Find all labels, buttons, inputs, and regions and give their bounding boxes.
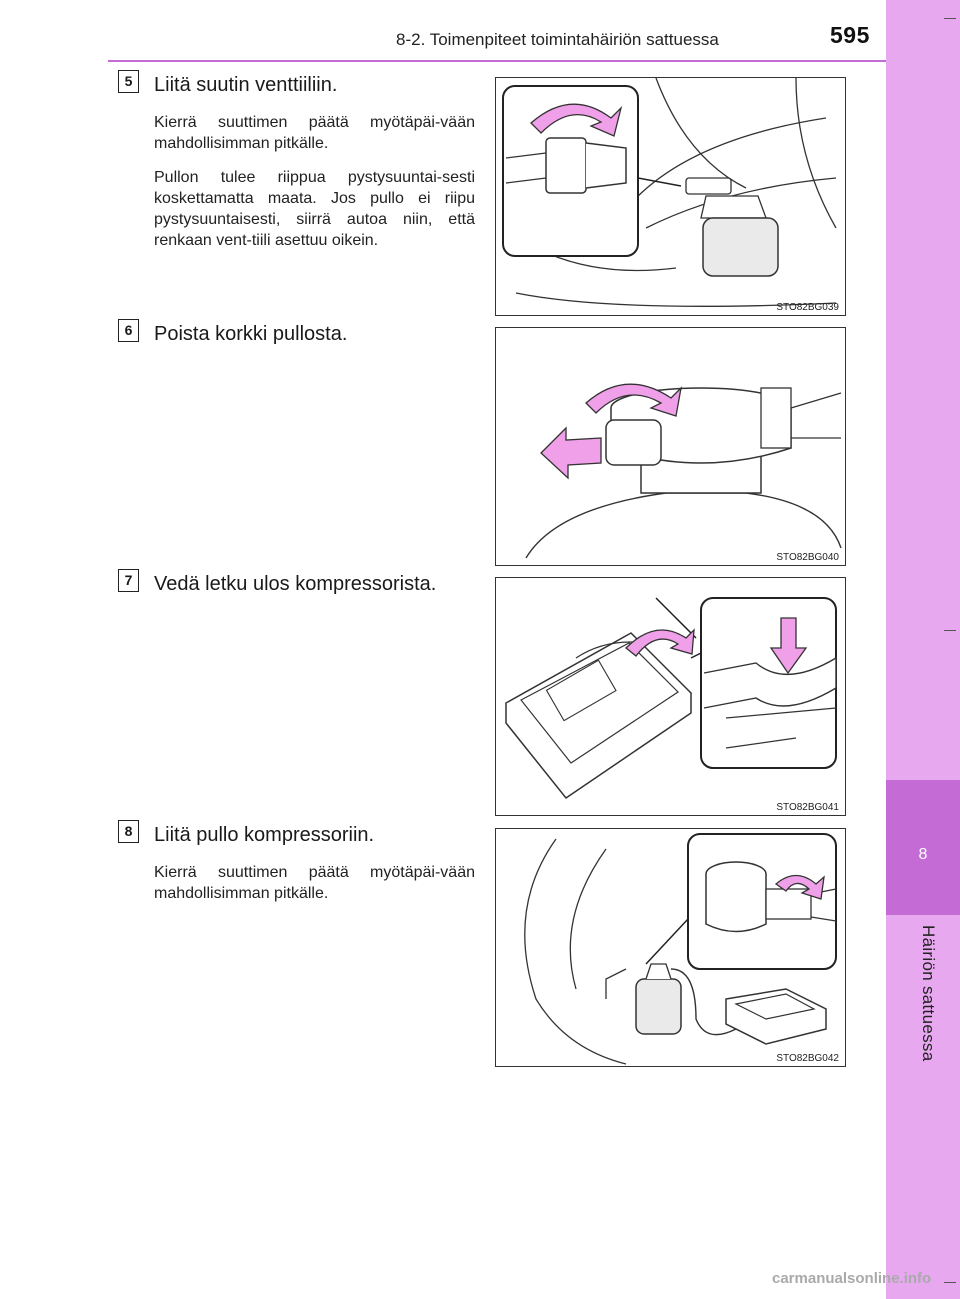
step-heading: Poista korkki pullosta. bbox=[154, 323, 348, 345]
step-number-badge: 8 bbox=[118, 820, 139, 843]
page-number: 595 bbox=[830, 22, 870, 48]
chapter-sidebar bbox=[886, 0, 960, 1299]
step-number-badge: 6 bbox=[118, 319, 139, 342]
figure-code: STO82BG041 bbox=[776, 802, 839, 813]
illustration-remove-bottle-cap bbox=[495, 327, 846, 566]
step-heading: Vedä letku ulos kompressorista. bbox=[154, 573, 437, 595]
chapter-title: Häiriön sattuessa bbox=[919, 925, 938, 1062]
step-paragraph: Kierrä suuttimen päätä myötäpäi-vään mahdollisimman pitkälle. bbox=[154, 864, 475, 902]
crop-mark bbox=[944, 630, 956, 631]
step-paragraph: Pullon tulee riippua pystysuuntai-sesti koskettamatta maata. Jos pullo ei riipu pystysuuntaisesti, siirrä autoa niin, että renkaan vent-tiili asettuu oikein. bbox=[154, 169, 475, 249]
footer-watermark: carmanualsonline.info bbox=[772, 1270, 932, 1287]
step-number-badge: 5 bbox=[118, 70, 139, 93]
step-number-badge: 7 bbox=[118, 569, 139, 592]
step-heading: Liitä pullo kompressoriin. bbox=[154, 824, 375, 846]
crop-mark bbox=[944, 18, 956, 19]
step-paragraph: Kierrä suuttimen päätä myötäpäi-vään mahdollisimman pitkälle. bbox=[154, 114, 475, 152]
crop-mark bbox=[944, 1282, 956, 1283]
figure-code: STO82BG039 bbox=[776, 302, 839, 313]
chapter-number: 8 bbox=[918, 846, 928, 863]
figure-code: STO82BG042 bbox=[776, 1053, 839, 1064]
step-heading: Liitä suutin venttiiliin. bbox=[154, 74, 338, 96]
section-title: 8-2. Toimenpiteet toimintahäiriön sattuessa bbox=[396, 30, 719, 49]
header-rule bbox=[108, 60, 886, 62]
figure-code: STO82BG040 bbox=[776, 552, 839, 563]
illustration-bottle-to-compressor bbox=[495, 828, 846, 1067]
illustration-pull-hose bbox=[495, 577, 846, 816]
illustration-nozzle-to-valve bbox=[495, 77, 846, 316]
